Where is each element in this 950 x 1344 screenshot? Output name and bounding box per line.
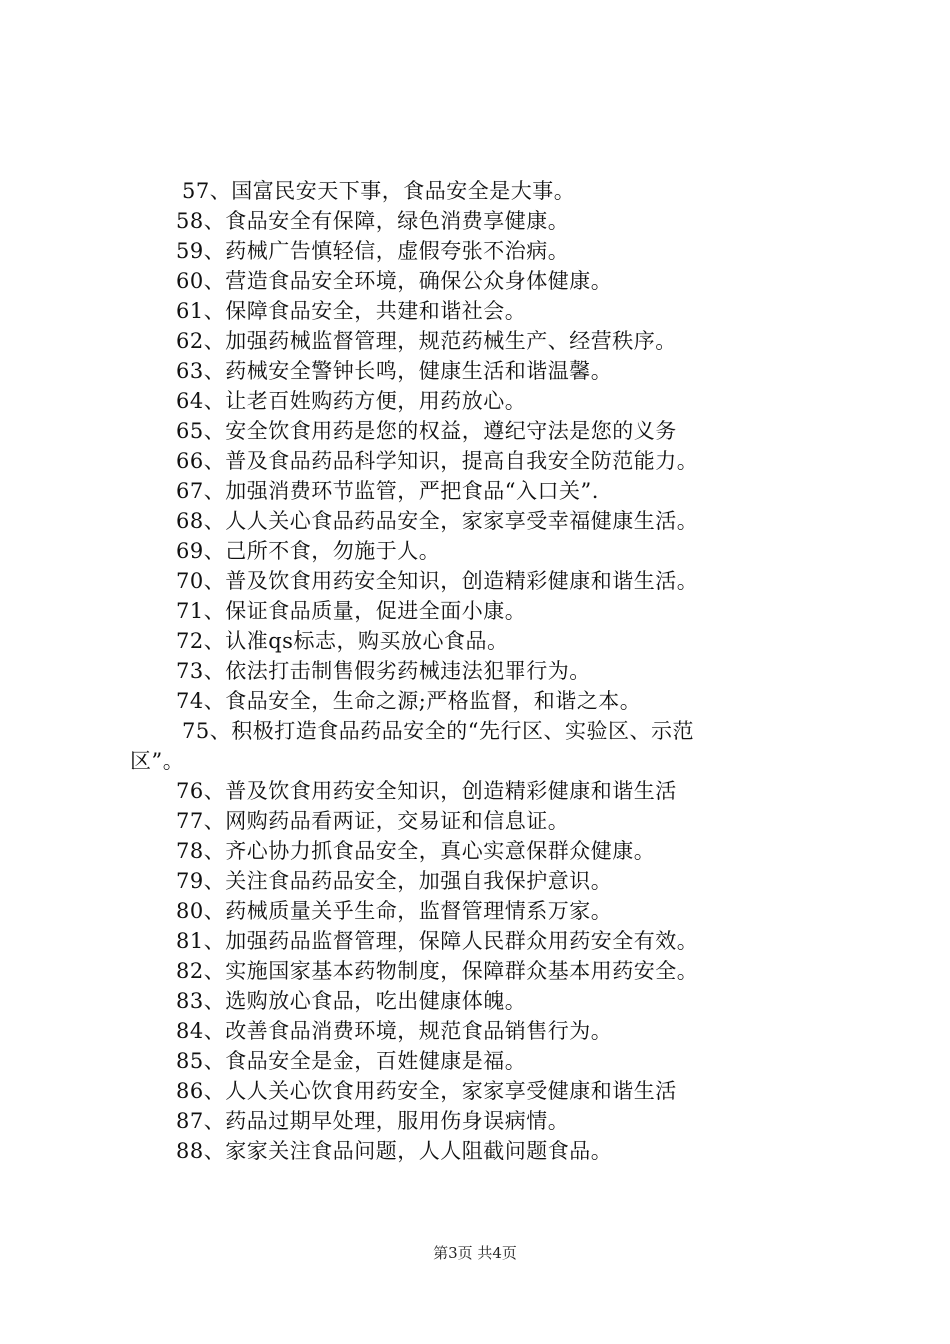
list-item: 80、药械质量关乎生命，监督管理情系万家。 <box>176 899 613 923</box>
list-item: 86、人人关心饮食用药安全，家家享受健康和谐生活 <box>176 1079 677 1103</box>
list-item: 61、保障食品安全，共建和谐社会。 <box>176 299 527 323</box>
list-item: 85、食品安全是金，百姓健康是福。 <box>176 1049 527 1073</box>
list-item: 72、认准qs标志，购买放心食品。 <box>176 629 509 653</box>
list-item: 75、积极打造食品药品安全的“先行区、实验区、示范 <box>182 719 694 743</box>
list-item: 82、实施国家基本药物制度，保障群众基本用药安全。 <box>176 959 699 983</box>
list-item: 84、改善食品消费环境，规范食品销售行为。 <box>176 1019 613 1043</box>
list-item: 63、药械安全警钟长鸣，健康生活和谐温馨。 <box>176 359 613 383</box>
list-item: 78、齐心协力抓食品安全，真心实意保群众健康。 <box>176 839 656 863</box>
list-item-continuation: 区”。 <box>130 749 185 773</box>
page-footer: 第3页 共4页 <box>433 1244 517 1262</box>
list-item: 73、依法打击制售假劣药械违法犯罪行为。 <box>176 659 591 683</box>
list-item: 67、加强消费环节监管，严把食品“入口关”. <box>176 479 599 503</box>
list-item: 74、食品安全，生命之源;严格监督，和谐之本。 <box>176 689 642 713</box>
list-item: 62、加强药械监督管理，规范药械生产、经营秩序。 <box>176 329 677 353</box>
list-item: 81、加强药品监督管理，保障人民群众用药安全有效。 <box>176 929 699 953</box>
list-item: 60、营造食品安全环境，确保公众身体健康。 <box>176 269 613 293</box>
list-item: 83、选购放心食品，吃出健康体魄。 <box>176 989 527 1013</box>
list-item: 66、普及食品药品科学知识，提高自我安全防范能力。 <box>176 449 699 473</box>
list-item: 58、食品安全有保障，绿色消费享健康。 <box>176 209 570 233</box>
list-item: 65、安全饮食用药是您的权益，遵纪守法是您的义务 <box>176 419 677 443</box>
slogan-list <box>130 176 840 1166</box>
list-item: 70、普及饮食用药安全知识，创造精彩健康和谐生活。 <box>176 569 699 593</box>
list-item: 68、人人关心食品药品安全，家家享受幸福健康生活。 <box>176 509 699 533</box>
list-item: 76、普及饮食用药安全知识，创造精彩健康和谐生活 <box>176 779 677 803</box>
list-item: 71、保证食品质量，促进全面小康。 <box>176 599 527 623</box>
list-item: 87、药品过期早处理，服用伤身误病情。 <box>176 1109 570 1133</box>
list-item: 77、网购药品看两证，交易证和信息证。 <box>176 809 570 833</box>
list-item: 79、关注食品药品安全，加强自我保护意识。 <box>176 869 613 893</box>
list-item: 69、己所不食，勿施于人。 <box>176 539 441 563</box>
list-item: 88、家家关注食品问题，人人阻截问题食品。 <box>176 1139 613 1163</box>
list-item: 64、让老百姓购药方便，用药放心。 <box>176 389 527 413</box>
list-item: 59、药械广告慎轻信，虚假夸张不治病。 <box>176 239 570 263</box>
list-item: 57、国富民安天下事，食品安全是大事。 <box>182 179 576 203</box>
